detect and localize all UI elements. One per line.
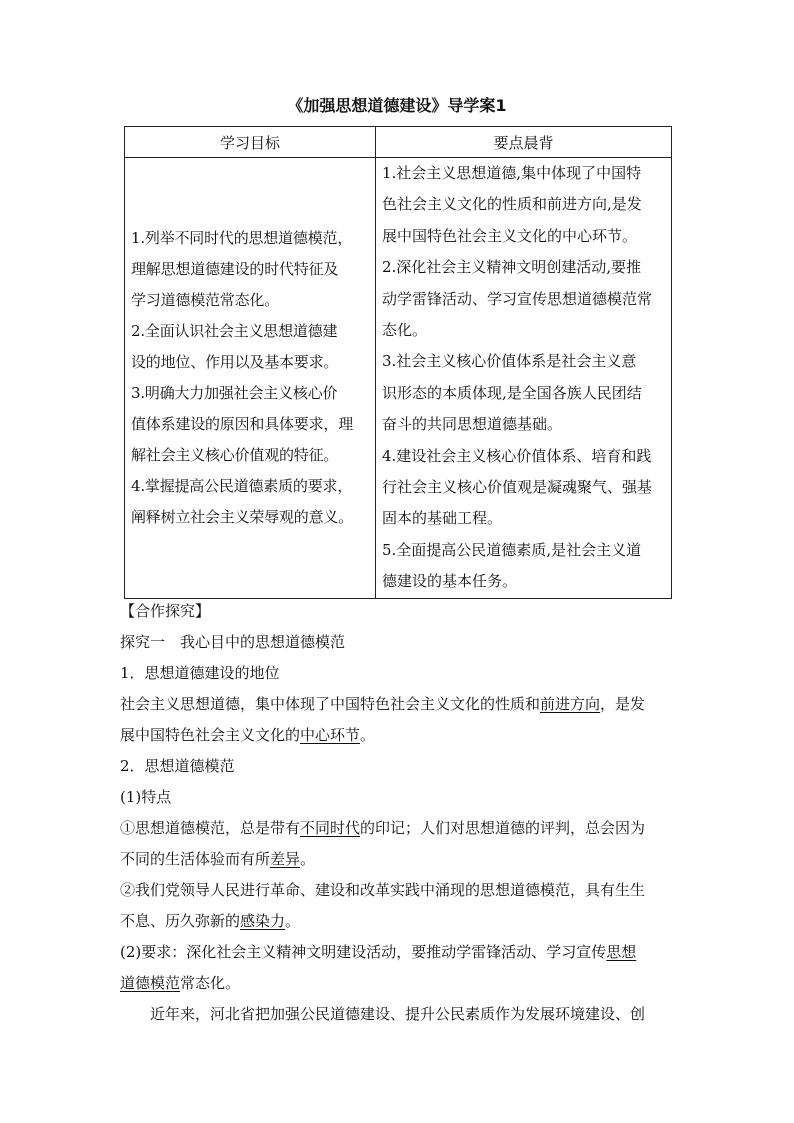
text-run: 展中国特色社会主义文化的 <box>120 726 301 744</box>
point-line: 识形态的本质体现,是全国各族人民团结 <box>382 383 642 402</box>
answer-underline: 思想 <box>606 943 637 961</box>
point-line: 3.社会主义核心价值体系是社会主义意 <box>382 352 637 371</box>
goal-line: 解社会主义核心价值观的特征。 <box>131 445 339 464</box>
text-run: 不息、历久弥新的 <box>120 912 241 930</box>
goal-line: 阐释树立社会主义荣辱观的意义。 <box>131 507 354 526</box>
text-run: 社会主义思想道德，集中体现了中国特色社会主义文化的性质和 <box>120 695 541 713</box>
learning-goals-header: 学习目标 <box>125 127 376 158</box>
text-run: 。 <box>285 912 301 930</box>
goal-line: 理解思想道德建设的时代特征及 <box>131 259 339 278</box>
point-line: 固本的基础工程。 <box>382 509 503 528</box>
goal-line: 设的地位、作用以及基本要求。 <box>131 352 339 371</box>
text-run: 。 <box>300 850 316 868</box>
subheading: (1)特点 <box>120 788 172 806</box>
answer-underline: 道德模范 <box>120 974 181 992</box>
paragraph-line: ②我们党领导人民进行革命、建设和改革实践中涌现的思想道德模范，具有生生 <box>120 881 646 899</box>
text-run: 常态化。 <box>180 974 241 992</box>
goal-line: 4.掌握提高公民道德素质的要求， <box>131 476 353 495</box>
section-heading: 【合作探究】 <box>120 602 211 620</box>
point-line: 4.建设社会主义核心价值体系、培育和践 <box>382 446 652 465</box>
point-line: 奋斗的共同思想道德基础。 <box>382 415 563 434</box>
paragraph-line <box>120 906 680 937</box>
text-run: 的印记；人们对思想道德的评判，总会因为 <box>360 819 646 837</box>
point-line: 1.社会主义思想道德,集中体现了中国特 <box>382 164 642 182</box>
goal-line: 2.全面认识社会主义思想道德建 <box>131 321 338 340</box>
page-title: 《加强思想道德建设》导学案1 <box>287 96 507 115</box>
point-line: 5.全面提高公民道德素质,是社会主义道 <box>382 540 642 559</box>
paragraph-line <box>120 968 680 999</box>
goal-line: 学习道德模范常态化。 <box>131 290 280 309</box>
text-run: 。 <box>360 726 376 744</box>
key-points-header: 要点晨背 <box>376 127 672 158</box>
inquiry-section <box>120 596 680 1030</box>
paragraph-line <box>120 937 680 968</box>
inquiry-title: 探究一 我心目中的思想道德模范 <box>120 633 346 651</box>
paragraph-line <box>120 813 680 844</box>
point-line: 展中国特色社会主义文化的中心环节。 <box>382 226 638 245</box>
text-run: 不同的生活体验而有所 <box>120 850 271 868</box>
point-line: 2.深化社会主义精神文明创建活动,要推 <box>382 258 642 277</box>
goal-line: 1.列举不同时代的思想道德模范， <box>131 228 353 247</box>
text-run: (2)要求：深化社会主义精神文明建设活动，要推动学雷锋活动、学习宣传 <box>120 943 607 961</box>
point-line: 色社会主义文化的性质和前进方向,是发 <box>382 195 642 214</box>
paragraph-line <box>120 720 680 751</box>
answer-underline: 中心环节 <box>300 726 361 744</box>
answer-underline: 不同时代 <box>300 819 361 837</box>
point-line: 动学雷锋活动、学习宣传思想道德模范常 <box>382 289 653 308</box>
paragraph-line: 近年来，河北省把加强公民道德建设、提升公民素质作为发展环境建设、创 <box>150 1005 646 1023</box>
item-title: 2．思想道德模范 <box>120 757 235 775</box>
item-title: 1．思想道德建设的地位 <box>120 664 280 682</box>
study-guide-table <box>124 126 672 599</box>
goal-line: 3.明确大力加强社会主义核心价 <box>131 383 338 402</box>
text-run: ，是发 <box>600 695 646 713</box>
key-points-cell <box>376 158 672 599</box>
point-line: 行社会主义核心价值观是凝魂聚气、强基 <box>382 478 653 497</box>
answer-underline: 差异 <box>270 850 301 868</box>
answer-underline: 前进方向 <box>540 695 601 713</box>
learning-goals-cell <box>125 158 376 599</box>
goal-line: 值体系建设的原因和具体要求，理 <box>131 414 354 433</box>
answer-underline: 感染力 <box>240 912 286 930</box>
point-line: 态化。 <box>382 321 428 340</box>
paragraph-line <box>120 689 680 720</box>
text-run: ①思想道德模范，总是带有 <box>120 819 301 837</box>
paragraph-line <box>120 844 680 875</box>
point-line: 德建设的基本任务。 <box>382 572 518 591</box>
